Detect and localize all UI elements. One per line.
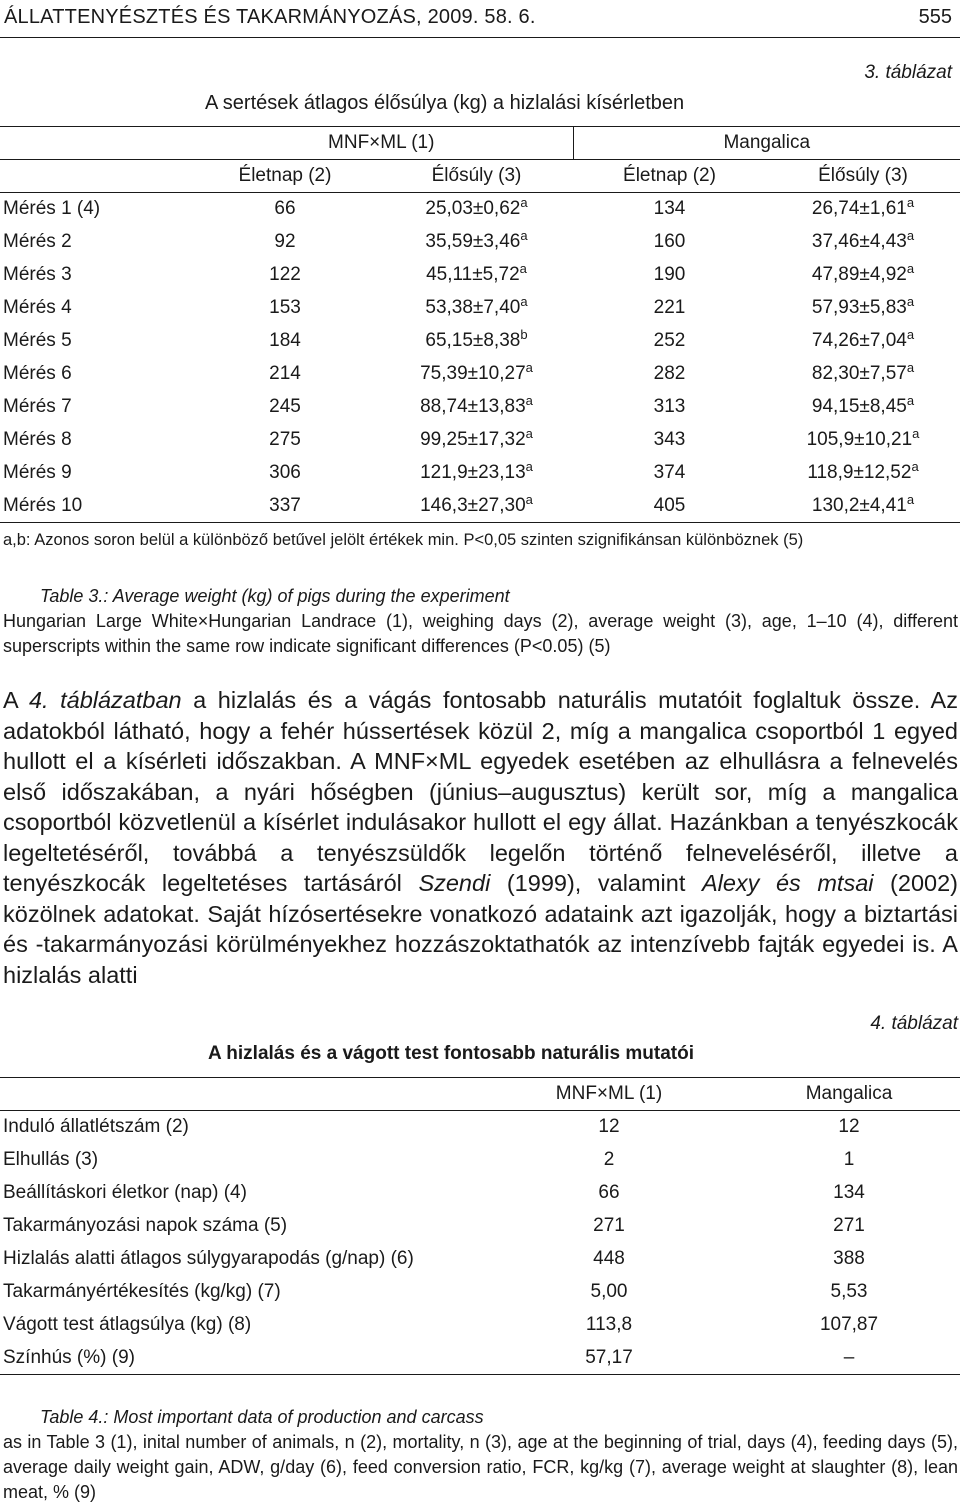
table4-row-label: Induló állatlétszám (2) xyxy=(3,1116,189,1138)
table3 xyxy=(0,126,960,523)
table3-weight-2: 118,9±12,52$^a$ xyxy=(807,459,919,483)
table4-value-2: 134 xyxy=(833,1182,865,1203)
table3-day-1: 184 xyxy=(269,330,301,351)
table3-weight-2: 47,89±4,92$^a$ xyxy=(811,261,915,285)
table3-weight-2: 105,9±10,21$^a$ xyxy=(806,426,920,450)
significance-superscript: a xyxy=(911,459,919,474)
table4-value-1: 5,00 xyxy=(590,1281,628,1302)
table4-value-2: – xyxy=(843,1346,855,1368)
table4-group2-header: Mangalica xyxy=(805,1083,893,1104)
table4-row xyxy=(0,1210,960,1243)
table3-weight-2: 130,2±4,41$^a$ xyxy=(811,491,915,516)
table3-row-label: Mérés 8 xyxy=(3,429,72,450)
significance-superscript: a xyxy=(525,426,533,441)
table3-row-label: Mérés 10 xyxy=(3,494,83,516)
table4-value-2: 271 xyxy=(833,1215,865,1236)
table3-row xyxy=(0,490,960,523)
table4-caption-text: as in Table 3 (1), inital number of animals, n (2), mortality, n (3), age at the beginning of trial, days (4), feeding days (5), average daily weight gain, ADW, g/day (6), feed conversion ratio, FCR, kg/kg (7), average weight at slaughter (8), lean meat, % (9) xyxy=(3,1432,958,1502)
significance-superscript: a xyxy=(906,195,915,211)
table4-row xyxy=(0,1243,960,1276)
table4-caption-label: Table 4. xyxy=(40,1407,104,1427)
table3-col-day-1: Életnap (2) xyxy=(238,165,332,186)
significance-superscript: b xyxy=(520,327,528,342)
table3-caption-title: : Average weight (kg) of pigs during the experiment xyxy=(103,586,510,606)
table4-row-label: Vágott test átlagsúlya (kg) (8) xyxy=(3,1314,252,1335)
table4-corner xyxy=(0,1078,480,1111)
significance-superscript: a xyxy=(906,228,915,243)
table4 xyxy=(0,1077,960,1375)
table3-caption-label: Table 3. xyxy=(40,586,104,606)
table4-body xyxy=(0,1111,960,1375)
table4-value-1: 12 xyxy=(598,1116,620,1138)
table3-weight-2: 82,30±7,57$^a$ xyxy=(811,360,915,384)
table3-day-1: 337 xyxy=(269,494,301,516)
table3-row xyxy=(0,325,960,358)
table3-corner xyxy=(0,127,190,160)
table4-value-2: 5,53 xyxy=(830,1281,868,1302)
header-rule xyxy=(0,37,960,38)
table4-row-label: Beállításkori életkor (nap) (4) xyxy=(3,1182,247,1203)
table4-value-2: 388 xyxy=(833,1248,865,1269)
table3-weight-2: 74,26±7,04$^a$ xyxy=(811,327,915,351)
table4-value-2: 12 xyxy=(838,1116,860,1138)
table3-row xyxy=(0,226,960,259)
significance-superscript: a xyxy=(906,491,915,507)
significance-superscript: a xyxy=(906,360,915,375)
table3-row xyxy=(0,259,960,292)
table3-day-2: 282 xyxy=(653,363,686,384)
table4-value-1: 448 xyxy=(593,1248,625,1269)
table3-weight-1: 121,9±23,13$^a$ xyxy=(420,459,533,483)
table3-row-label: Mérés 3 xyxy=(3,264,72,285)
table4-row xyxy=(0,1309,960,1342)
body-paragraph: A 4. táblázatban a hizlalás és a vágás fontosabb naturális mutatóit foglaltuk össze. Az adatokból látható, hogy a fehér hússertések közül 2, míg a mangalica csoportból 1 egyed hullott el a kísérleti időszakban. A MNF×ML egyedek esetében az elhullásra a felnevelés első időszakában, a nyári hőségben (június–augusztus) került sor, míg a mangalica csoportból közvetlenül a kísérlet indulásakor hullott el egy állat. Hazánkban a tenyészkocák legeltetéséről, továbbá a tenyészsüldők legelőn történő felneveléséről, illetve a tenyészkocák legeltetéses tartásáról Szendi (1999), valamint Alexy és mtsai (2002) közölnek adatokat. Saját hízósertésekre vonatkozó adataink azt igazolják, hogy a biztartási és -takarmányozási körülményekhez hozzászoktathatók az intenzívebb fajták egyedei is. A hizlalás alatti xyxy=(3,687,958,988)
table3-day-1: 245 xyxy=(269,396,301,417)
significance-superscript: a xyxy=(912,426,920,441)
table3-row xyxy=(0,292,960,325)
significance-superscript: a xyxy=(906,294,915,309)
significance-superscript: a xyxy=(520,195,528,211)
table3-day-2: 134 xyxy=(653,198,686,220)
table3-day-1: 153 xyxy=(269,297,301,318)
table3-weight-1: 35,59±3,46$^a$ xyxy=(425,228,528,252)
table3-row xyxy=(0,358,960,391)
table3-weight-1: 146,3±27,30$^a$ xyxy=(420,491,533,516)
table3-day-1: 214 xyxy=(269,363,301,384)
significance-superscript: a xyxy=(525,459,533,474)
table3-group2-header: Mangalica xyxy=(573,127,960,160)
table4-value-1: 113,8 xyxy=(585,1314,633,1335)
table3-weight-2: 94,15±8,45$^a$ xyxy=(811,393,915,417)
table3-weight-1: 88,74±13,83$^a$ xyxy=(420,393,533,417)
table3-weight-2: 37,46±4,43$^a$ xyxy=(811,228,915,252)
table4-caption-title: : Most important data of production and carcass xyxy=(103,1407,484,1427)
table3-day-2: 313 xyxy=(653,396,686,417)
table3-caption-heading xyxy=(40,584,940,609)
significance-superscript: a xyxy=(906,327,915,342)
table3-day-2: 374 xyxy=(653,462,686,483)
table3-day-2: 405 xyxy=(653,494,686,516)
significance-superscript: a xyxy=(520,228,528,243)
table4-group1-header: MNF×ML (1) xyxy=(555,1083,663,1104)
table4-row xyxy=(0,1111,960,1144)
table3-row-label: Mérés 2 xyxy=(3,231,72,252)
table3-weight-1: 99,25±17,32$^a$ xyxy=(420,426,533,450)
table3-day-2: 343 xyxy=(653,429,686,450)
table3-footnote: a,b: Azonos soron belül a különböző betűvel jelölt értékek min. P<0,05 szinten szignifikánsan különböznek (5) xyxy=(3,531,804,549)
significance-superscript: a xyxy=(525,393,533,408)
table3-row-label: Mérés 6 xyxy=(3,363,72,384)
table3-row xyxy=(0,457,960,490)
table3-col-weight-2: Élősúly (3) xyxy=(818,165,908,186)
table3-row xyxy=(0,424,960,457)
table3-weight-1: 75,39±10,27$^a$ xyxy=(420,360,533,384)
table4-row-label: Takarmányozási napok száma (5) xyxy=(3,1215,288,1236)
table4-row xyxy=(0,1276,960,1309)
table3-weight-1: 45,11±5,72$^a$ xyxy=(426,261,527,285)
table3-day-2: 252 xyxy=(653,330,686,351)
table4-row xyxy=(0,1342,960,1375)
table3-weight-1: 25,03±0,62$^a$ xyxy=(425,195,528,220)
table4-title: A hizlalás és a vágott test fontosabb naturális mutatói xyxy=(208,1043,694,1064)
table3-weight-1: 53,38±7,40$^a$ xyxy=(425,294,528,318)
table3-number: 3. táblázat xyxy=(864,62,952,83)
significance-superscript: a xyxy=(906,393,915,408)
table3-day-2: 160 xyxy=(653,231,686,252)
table3-weight-1: 65,15±8,38$^b$ xyxy=(425,327,528,351)
table3-caption-text: Hungarian Large White×Hungarian Landrace (1), weighing days (2), average weight (3), age, 1–10 (4), different superscripts within the same row indicate significant differences (P<0.05) (5) xyxy=(3,611,958,656)
significance-superscript: a xyxy=(525,491,533,507)
significance-superscript: a xyxy=(520,294,528,309)
table4-value-2: 107,87 xyxy=(819,1314,879,1335)
table3-day-1: 275 xyxy=(269,429,301,450)
table3-day-2: 221 xyxy=(653,297,686,318)
table4-row xyxy=(0,1177,960,1210)
table3-day-1: 306 xyxy=(269,462,301,483)
table3-day-2: 190 xyxy=(653,264,686,285)
table4-row-label: Takarmányértékesítés (kg/kg) (7) xyxy=(3,1281,281,1302)
table4-value-1: 2 xyxy=(603,1149,615,1170)
table4-value-1: 66 xyxy=(598,1182,620,1203)
journal-header: ÁLLATTENYÉSZTÉS ÉS TAKARMÁNYOZÁS, 2009. 58. 6. xyxy=(4,6,536,28)
table4-value-2: 1 xyxy=(843,1149,855,1170)
table4-row-label: Hizlalás alatti átlagos súlygyarapodás (g/nap) (6) xyxy=(3,1248,414,1269)
table4-caption-heading xyxy=(40,1405,940,1430)
table3-row xyxy=(0,193,960,226)
table3-row-label: Mérés 7 xyxy=(3,396,72,417)
table3-title: A sertések átlagos élősúlya (kg) a hizlalási kísérletben xyxy=(205,92,685,114)
table4-value-1: 57,17 xyxy=(585,1346,633,1368)
page-number: 555 xyxy=(918,6,952,28)
table4-row-label: Színhús (%) (9) xyxy=(3,1346,135,1368)
table3-day-1: 122 xyxy=(269,264,301,285)
table3-day-1: 92 xyxy=(274,231,296,252)
significance-superscript: a xyxy=(906,261,915,276)
table3-row-label: Mérés 1 (4) xyxy=(3,198,101,220)
table3-row-label: Mérés 9 xyxy=(3,462,72,483)
table3-col-weight-1: Élősúly (3) xyxy=(431,165,522,186)
table4-row-label: Elhullás (3) xyxy=(3,1149,99,1170)
table3-col-day-2: Életnap (2) xyxy=(623,165,716,186)
table3-group1-header: MNF×ML (1) xyxy=(328,132,435,153)
table4-value-1: 271 xyxy=(593,1215,625,1236)
significance-superscript: a xyxy=(519,261,527,276)
table3-row xyxy=(0,391,960,424)
table3-row-label: Mérés 5 xyxy=(3,330,72,351)
table3-body xyxy=(0,193,960,523)
table4-row xyxy=(0,1144,960,1177)
table3-day-1: 66 xyxy=(274,198,296,220)
table3-weight-2: 26,74±1,61$^a$ xyxy=(811,195,915,220)
table3-weight-2: 57,93±5,83$^a$ xyxy=(811,294,915,318)
table3-row-label: Mérés 4 xyxy=(3,297,72,318)
table4-number: 4. táblázat xyxy=(870,1013,958,1034)
significance-superscript: a xyxy=(525,360,533,375)
